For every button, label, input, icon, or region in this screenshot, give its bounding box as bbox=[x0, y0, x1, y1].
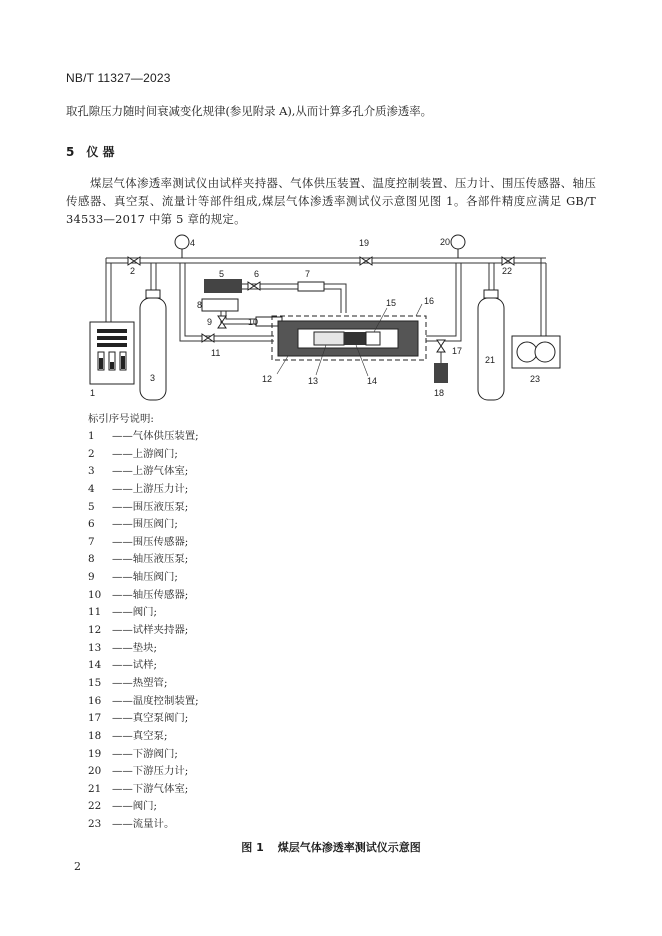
callout-6: 6 bbox=[254, 269, 260, 279]
callout-4: 4 bbox=[190, 238, 196, 248]
section-number: 5 bbox=[66, 145, 75, 159]
legend-title: 标引序号说明: bbox=[88, 413, 154, 425]
legend-item-number: 15 bbox=[88, 676, 102, 689]
confining-pressure-line-b bbox=[242, 289, 341, 313]
permeability-apparatus-diagram bbox=[76, 228, 576, 406]
legend-item-text: ——试样; bbox=[112, 659, 158, 672]
confining-pressure-sensor bbox=[298, 282, 324, 291]
legend-item-number: 13 bbox=[88, 641, 102, 654]
legend-item-number: 17 bbox=[88, 712, 102, 725]
legend-item-number: 7 bbox=[88, 535, 95, 548]
section-title: 仪 器 bbox=[86, 145, 115, 159]
heat-shrink-tube bbox=[366, 332, 380, 345]
legend-item-text: ——热塑管; bbox=[112, 676, 168, 689]
sample-holder bbox=[278, 321, 418, 356]
axial-pressure-pump bbox=[202, 299, 238, 311]
legend-item-number: 10 bbox=[88, 588, 102, 601]
legend-item-number: 18 bbox=[88, 729, 102, 742]
callout-15: 15 bbox=[386, 298, 397, 308]
legend-item bbox=[88, 798, 199, 816]
callout-7: 7 bbox=[305, 269, 311, 279]
legend-item-text: ——阀门; bbox=[112, 606, 158, 619]
legend-item-text: ——下游压力计; bbox=[112, 765, 189, 778]
legend-item-text: ——围压传感器; bbox=[112, 535, 189, 548]
legend-item bbox=[88, 640, 199, 658]
figure-label: 图 1 bbox=[241, 841, 264, 854]
sample-core bbox=[344, 332, 366, 345]
legend-item-text: ——上游气体室; bbox=[112, 465, 189, 478]
vacuum-pump-valve-icon bbox=[437, 340, 445, 352]
flowmeter bbox=[512, 336, 560, 368]
legend-item bbox=[88, 481, 199, 499]
legend-item-text: ——真空泵; bbox=[112, 729, 168, 742]
upstream-gas-chamber bbox=[140, 290, 166, 400]
legend-item-number: 11 bbox=[88, 606, 102, 619]
legend-item-number: 1 bbox=[88, 430, 95, 442]
legend-item-text: ——下游阀门; bbox=[112, 747, 178, 760]
spacer-block bbox=[314, 332, 344, 345]
legend-item bbox=[88, 816, 199, 834]
section-heading bbox=[66, 143, 115, 160]
legend-item-number: 12 bbox=[88, 624, 102, 637]
callout-11: 11 bbox=[211, 348, 221, 358]
legend-item-number: 23 bbox=[88, 818, 102, 831]
legend-item-number: 19 bbox=[88, 747, 102, 760]
document-code-header: NB/T 11327—2023 bbox=[66, 71, 171, 85]
callout-23: 23 bbox=[530, 374, 541, 384]
callout-20: 20 bbox=[440, 237, 451, 247]
downstream-gas-chamber bbox=[478, 290, 504, 400]
intro-line: 取孔隙压力随时间衰减变化规律(参见附录 A),从而计算多孔介质渗透率。 bbox=[66, 104, 433, 118]
legend-item-text: ——轴压阀门; bbox=[112, 571, 178, 584]
legend-item bbox=[88, 516, 199, 534]
legend-item-text: ——气体供压装置; bbox=[112, 430, 199, 442]
legend-item-text: ——阀门; bbox=[112, 800, 158, 813]
legend-list bbox=[88, 428, 199, 834]
axial-pressure-valve-icon bbox=[218, 316, 226, 328]
legend-item-text: ——围压阀门; bbox=[112, 518, 178, 531]
legend-item-number: 22 bbox=[88, 800, 102, 813]
legend-item-number: 20 bbox=[88, 765, 102, 778]
legend-item-text: ——上游压力计; bbox=[112, 482, 189, 495]
callout-1: 1 bbox=[90, 388, 96, 398]
callout-18: 18 bbox=[434, 388, 445, 398]
legend-item bbox=[88, 710, 199, 728]
callout-13: 13 bbox=[308, 376, 319, 386]
legend-item bbox=[88, 604, 199, 622]
legend-item bbox=[88, 763, 199, 781]
legend-item bbox=[88, 675, 199, 693]
legend-item-text: ——试样夹持器; bbox=[112, 624, 189, 637]
legend-item-number: 8 bbox=[88, 553, 95, 566]
callout-12: 12 bbox=[262, 374, 273, 384]
legend-item-text: ——下游气体室; bbox=[112, 782, 189, 795]
callout-16: 16 bbox=[424, 296, 435, 306]
callout-9: 9 bbox=[207, 317, 213, 327]
legend-item-text: ——轴压传感器; bbox=[112, 588, 189, 601]
section-paragraph: 煤层气体渗透率测试仪由试样夹持器、气体供压装置、温度控制装置、压力计、围压传感器、轴压传感器、真空泵、流量计等部件组成,煤层气体渗透率测试仪示意图见图 1。各部件精度应满足 GB/T 34533—2017 中第 5 章的规定。 bbox=[66, 176, 596, 226]
figure-caption bbox=[0, 839, 662, 855]
legend-item bbox=[88, 534, 199, 552]
page-number: 2 bbox=[74, 860, 81, 873]
callout-2: 2 bbox=[130, 266, 136, 276]
legend-item-number: 16 bbox=[88, 694, 102, 707]
legend-item bbox=[88, 463, 199, 481]
legend-item-number: 14 bbox=[88, 659, 102, 672]
legend-item-number: 3 bbox=[88, 465, 95, 478]
legend-item-number: 4 bbox=[88, 482, 95, 495]
callout-19: 19 bbox=[359, 238, 370, 248]
upstream-pressure-gauge-icon bbox=[175, 235, 189, 249]
callout-22: 22 bbox=[502, 266, 513, 276]
legend-item-text: ——垫块; bbox=[112, 641, 158, 654]
legend-item bbox=[88, 622, 199, 640]
legend-item bbox=[88, 693, 199, 711]
callout-5: 5 bbox=[219, 269, 225, 279]
legend-item-text: ——围压液压泵; bbox=[112, 500, 189, 513]
downstream-pressure-gauge-icon bbox=[451, 235, 465, 249]
callout-17: 17 bbox=[452, 346, 463, 356]
legend-item-number: 9 bbox=[88, 571, 95, 584]
legend-item bbox=[88, 587, 199, 605]
legend-item bbox=[88, 746, 199, 764]
legend-item bbox=[88, 446, 199, 464]
callout-8: 8 bbox=[197, 300, 203, 310]
legend-item bbox=[88, 428, 199, 446]
vacuum-pump bbox=[434, 363, 448, 383]
legend-item-text: ——轴压液压泵; bbox=[112, 553, 189, 566]
gas-supply-device bbox=[90, 322, 134, 384]
legend-item bbox=[88, 499, 199, 517]
callout-21: 21 bbox=[485, 355, 496, 365]
legend-item-text: ——流量计。 bbox=[112, 818, 175, 831]
legend-item bbox=[88, 569, 199, 587]
legend-item-text: ——温度控制装置; bbox=[112, 694, 199, 707]
legend-item bbox=[88, 728, 199, 746]
legend-item-number: 6 bbox=[88, 518, 95, 531]
legend-item-text: ——真空泵阀门; bbox=[112, 712, 189, 725]
callout-14: 14 bbox=[367, 376, 378, 386]
confining-pressure-pump bbox=[204, 279, 242, 293]
legend-item bbox=[88, 551, 199, 569]
legend-item bbox=[88, 781, 199, 799]
callout-3: 3 bbox=[150, 373, 156, 383]
figure-title: 煤层气体渗透率测试仪示意图 bbox=[277, 841, 421, 854]
legend-item-number: 21 bbox=[88, 782, 102, 795]
callout-10: 10 bbox=[248, 317, 259, 327]
legend-item bbox=[88, 657, 199, 675]
legend-item-number: 5 bbox=[88, 500, 95, 513]
legend-item-number: 2 bbox=[88, 447, 95, 460]
legend-item-text: ——上游阀门; bbox=[112, 447, 178, 460]
